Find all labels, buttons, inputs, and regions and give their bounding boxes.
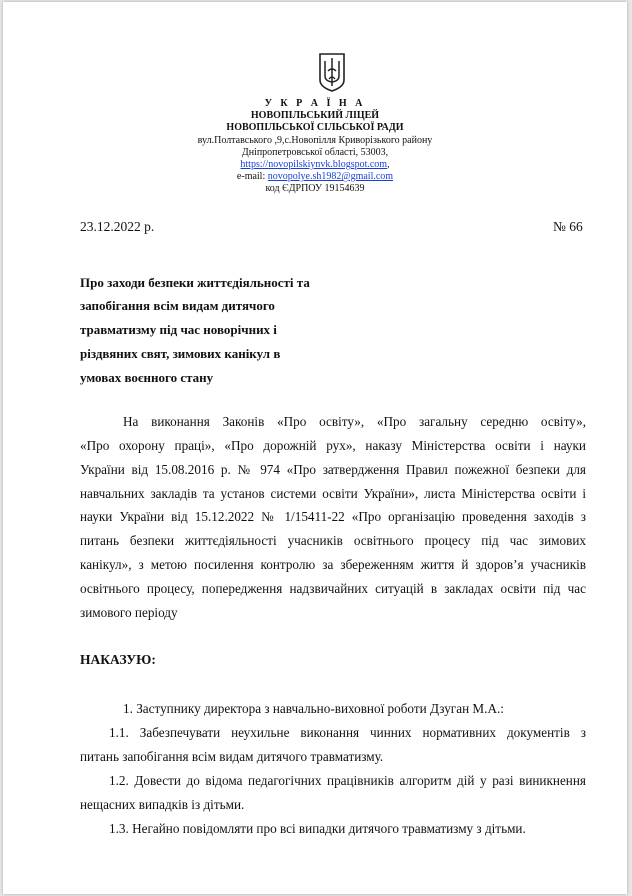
title-line: запобігання всім видам дитячого	[80, 298, 275, 313]
order-date: 23.12.2022 р.	[80, 219, 155, 234]
title-line: травматизму під час новорічних і	[80, 322, 277, 337]
preamble-line: «Про охорону праці», «Про дорожній рух», наказу Міністерства освіти і науки	[80, 438, 586, 453]
preamble-line: навчальних закладів та установ системи освіти України», листа Міністерства освіти і	[80, 486, 586, 501]
email-line	[3, 171, 627, 183]
website-link[interactable]: https://novopilskiynvk.blogspot.com	[240, 159, 388, 170]
item-1-3: 1.3. Негайно повідомляти про всі випадки дитячого травматизму з дітьми.	[109, 821, 526, 836]
edrpou-code: код ЄДРПОУ 19154639	[265, 183, 365, 194]
item-1-1: 1.1. Забезпечувати неухильне виконання чинних нормативних документів з	[109, 725, 586, 740]
item-1-2-cont: нещасних випадків із дітьми.	[80, 797, 245, 812]
website-line	[3, 159, 627, 171]
website-suffix: ,	[387, 159, 390, 170]
preamble-line: канікул», з метою посилення контролю за збереженням життя й здоров’я учасників	[80, 557, 586, 572]
trident-emblem-icon	[317, 52, 347, 92]
school-name: НОВОПІЛЬСЬКИЙ ЛІЦЕЙ	[250, 110, 380, 121]
title-line: Про заходи безпеки життєдіяльності та	[80, 275, 310, 290]
country-heading: У К Р А Ї Н А	[264, 98, 366, 109]
preamble-line: освітнього процесу, попередження надзвичайних ситуацій в закладах освіти під час	[80, 581, 586, 596]
order-heading: НАКАЗУЮ:	[80, 652, 156, 667]
preamble-line: питань безпеки життєдіяльності учасників освітнього процесу під час зимових	[80, 533, 586, 548]
preamble-line: зимового періоду	[80, 605, 178, 620]
address-line-2: Дніпропетровської області, 53003,	[241, 147, 389, 158]
council-name: НОВОПІЛЬСЬКОЇ СІЛЬСЬКОЇ РАДИ	[226, 122, 404, 133]
document-page	[3, 2, 627, 894]
address-line-1: вул.Полтавського ,9,с.Новопілля Криворізького району	[197, 135, 433, 146]
title-line: різдвяних свят, зимових канікул в	[80, 346, 281, 361]
order-number: № 66	[553, 219, 583, 234]
title-line: умовах воєнного стану	[80, 370, 214, 385]
preamble-line: України від 15.08.2016 р. № 974 «Про затвердження Правил пожежної безпеки для	[80, 462, 586, 477]
email-label: e-mail:	[236, 171, 268, 182]
email-link[interactable]: novopolye.sh1982@gmail.com	[267, 171, 394, 182]
item-1-1-cont: питань запобігання всім видам дитячого травматизму.	[80, 749, 384, 764]
item-1: 1. Заступнику директора з навчально-виховної роботи Дзуган М.А.:	[123, 701, 504, 716]
item-1-2: 1.2. Довести до відома педагогічних працівників алгоритм дій у разі виникнення	[109, 773, 586, 788]
preamble-line: На виконання Законів «Про освіту», «Про загальну середню освіту»,	[123, 414, 586, 429]
preamble-line: науки України від 15.12.2022 № 1/15411-22 «Про організацію проведення заходів з	[80, 509, 586, 524]
